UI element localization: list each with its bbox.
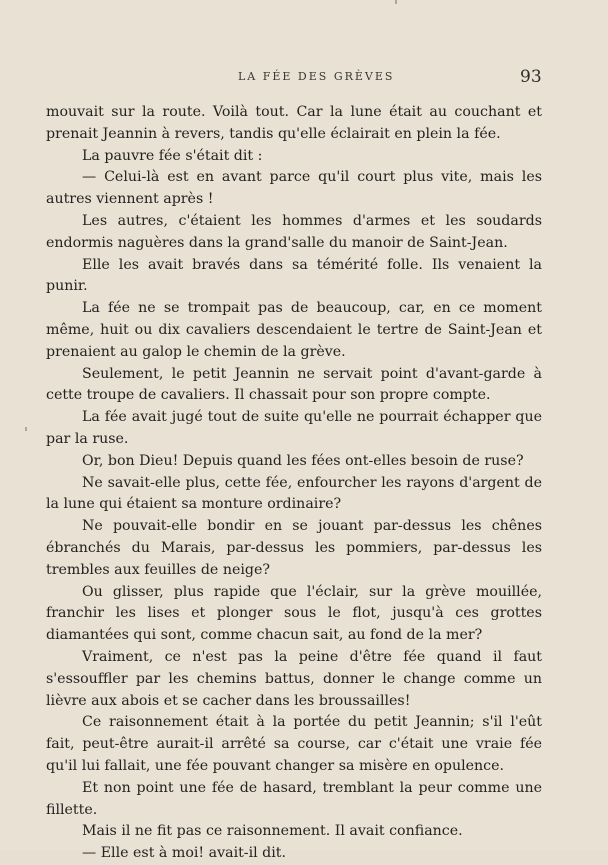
paragraph: La pauvre fée s'était dit : bbox=[82, 147, 263, 164]
page-header bbox=[0, 67, 608, 92]
paper-mark bbox=[395, 0, 397, 4]
paragraph: Mais il ne fit pas ce raisonnement. Il avait confiance. bbox=[82, 823, 463, 840]
paragraph: Seulement, le petit Jeannin ne servait point d'avant-garde à cette troupe de cavaliers. Il chassait pour son propre compte. bbox=[46, 365, 542, 404]
paragraph: Ou glisser, plus rapide que l'éclair, sur la grève mouillée, franchir les lises et plonger sous le flot, jusqu'à ces grottes diamantées qui sont, comme chacun sait, au fond de la mer? bbox=[46, 583, 542, 644]
paragraph: Ne pouvait-elle bondir en se jouant par-dessus les chênes ébranchés du Marais, par-dessus les pommiers, par-dessus les trembles aux feuilles de neige? bbox=[46, 518, 542, 578]
paragraph: Elle les avait bravés dans sa témérité folle. Ils venaient la punir. bbox=[46, 256, 542, 295]
page-number: 93 bbox=[520, 67, 542, 87]
paragraph: Et non point une fée de hasard, tremblant la peur comme une fillette. bbox=[46, 779, 542, 818]
paragraph: mouvait sur la route. Voilà tout. Car la lune était au couchant et prenait Jeannin à revers, tandis qu'elle éclairait en plein la fée. bbox=[46, 104, 542, 142]
paragraph: Ne savait-elle plus, cette fée, enfourcher les rayons d'argent de la lune qui étaient sa monture ordinaire? bbox=[46, 474, 542, 513]
paragraph: — Celui-là est en avant parce qu'il court plus vite, mais les autres viennent après ! bbox=[46, 169, 542, 208]
paragraph: La fée ne se trompait pas de beaucoup, car, en ce moment même, huit ou dix cavaliers descendaient le tertre de Saint-Jean et prenaient au galop le chemin de la grève. bbox=[46, 300, 542, 360]
text-body bbox=[46, 102, 542, 865]
paper-mark bbox=[25, 427, 27, 431]
paragraph: — Elle est à moi! avait-il dit. bbox=[82, 845, 287, 862]
paragraph: Vraiment, ce n'est pas la peine d'être fée quand il faut s'essouffler par les chemins battus, donner le change comme un lièvre aux abois et se cacher dans les broussailles! bbox=[46, 648, 542, 709]
running-title: LA FÉE DES GRÈVES bbox=[238, 70, 395, 83]
paragraph: Or, bon Dieu! Depuis quand les fées ont-elles besoin de ruse? bbox=[82, 452, 524, 469]
paragraph: La fée avait jugé tout de suite qu'elle ne pourrait échapper que par la ruse. bbox=[46, 409, 542, 447]
paragraph: Les autres, c'étaient les hommes d'armes et les soudards endormis naguères dans la grand'salle du manoir de Saint-Jean. bbox=[46, 212, 542, 251]
paragraph: Ce raisonnement était à la portée du petit Jeannin; s'il l'eût fait, peut-être aurait-il arrêté sa course, car c'était une vraie fée qu'il lui fallait, une fée pouvant changer sa misère en opulence. bbox=[46, 714, 542, 774]
